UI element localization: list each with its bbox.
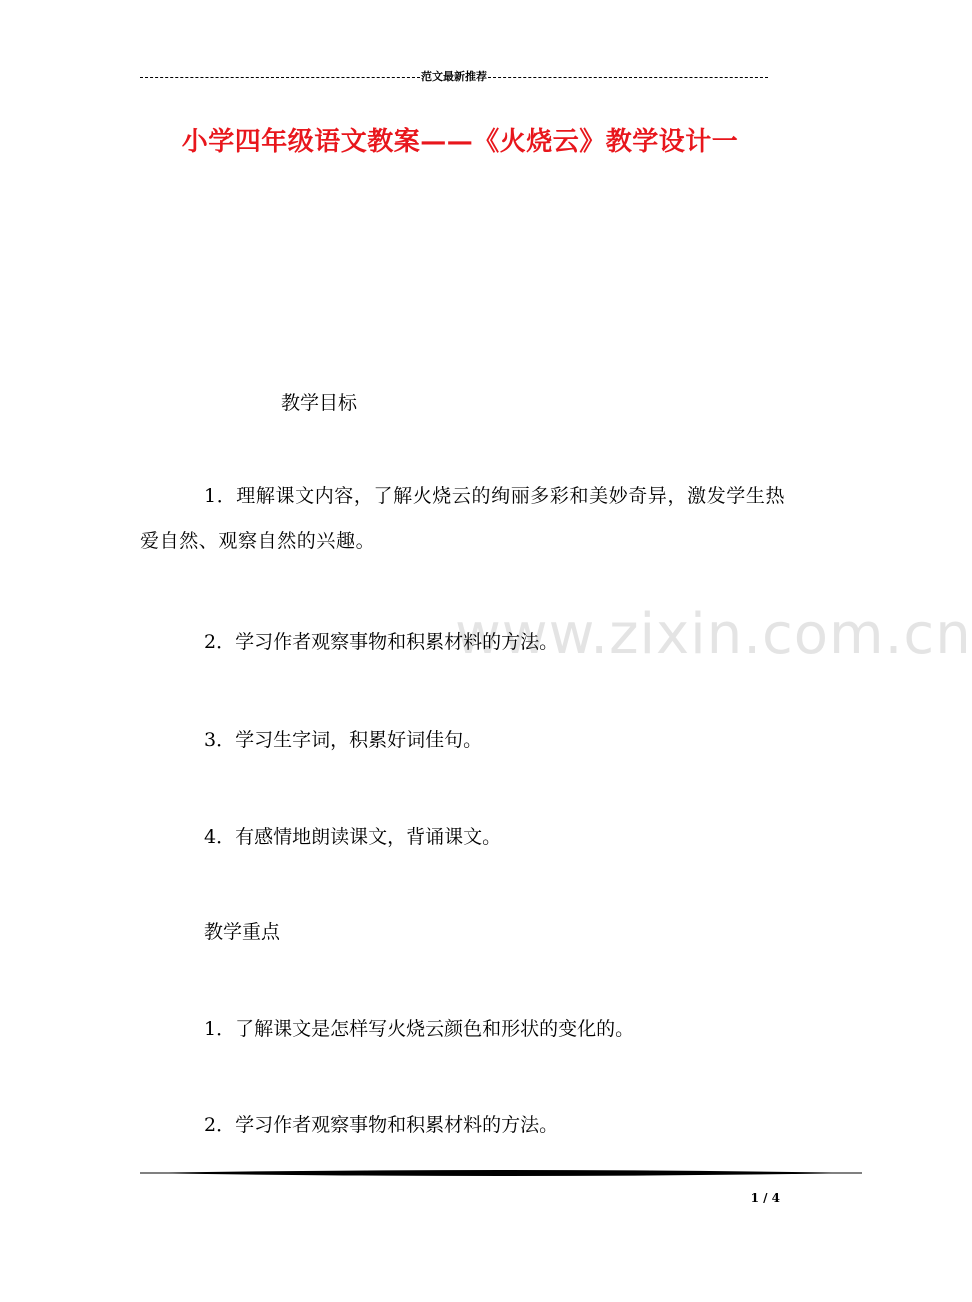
header-dash-right: [488, 77, 768, 78]
focus-item-2: 2．学习作者观察事物和积累材料的方法。: [204, 1114, 559, 1136]
header-banner: [140, 70, 768, 84]
focus-item-1: 1．了解课文是怎样写火烧云颜色和形状的变化的。: [204, 1018, 635, 1040]
watermark: www.zixin.com.cn: [455, 602, 972, 667]
footer-rule: [140, 1166, 862, 1180]
goal-item-2: 2．学习作者观察事物和积累材料的方法。: [204, 631, 559, 653]
goals-heading: 教学目标: [281, 392, 358, 414]
page-number: 1 / 4: [750, 1191, 780, 1205]
document-title: 小学四年级语文教案——《火烧云》教学设计一: [181, 127, 739, 157]
goal-item-1: 1．理解课文内容，了解火烧云的绚丽多彩和美妙奇异，激发学生热爱自然、观察自然的兴趣。: [140, 485, 786, 552]
goal-item-3: 3．学习生字词，积累好词佳句。: [204, 729, 483, 751]
focus-heading: 教学重点: [204, 921, 281, 943]
goal-item-4: 4．有感情地朗读课文，背诵课文。: [204, 826, 502, 848]
header-text: 范文最新推荐: [421, 70, 487, 83]
header-dash-left: [140, 77, 420, 78]
